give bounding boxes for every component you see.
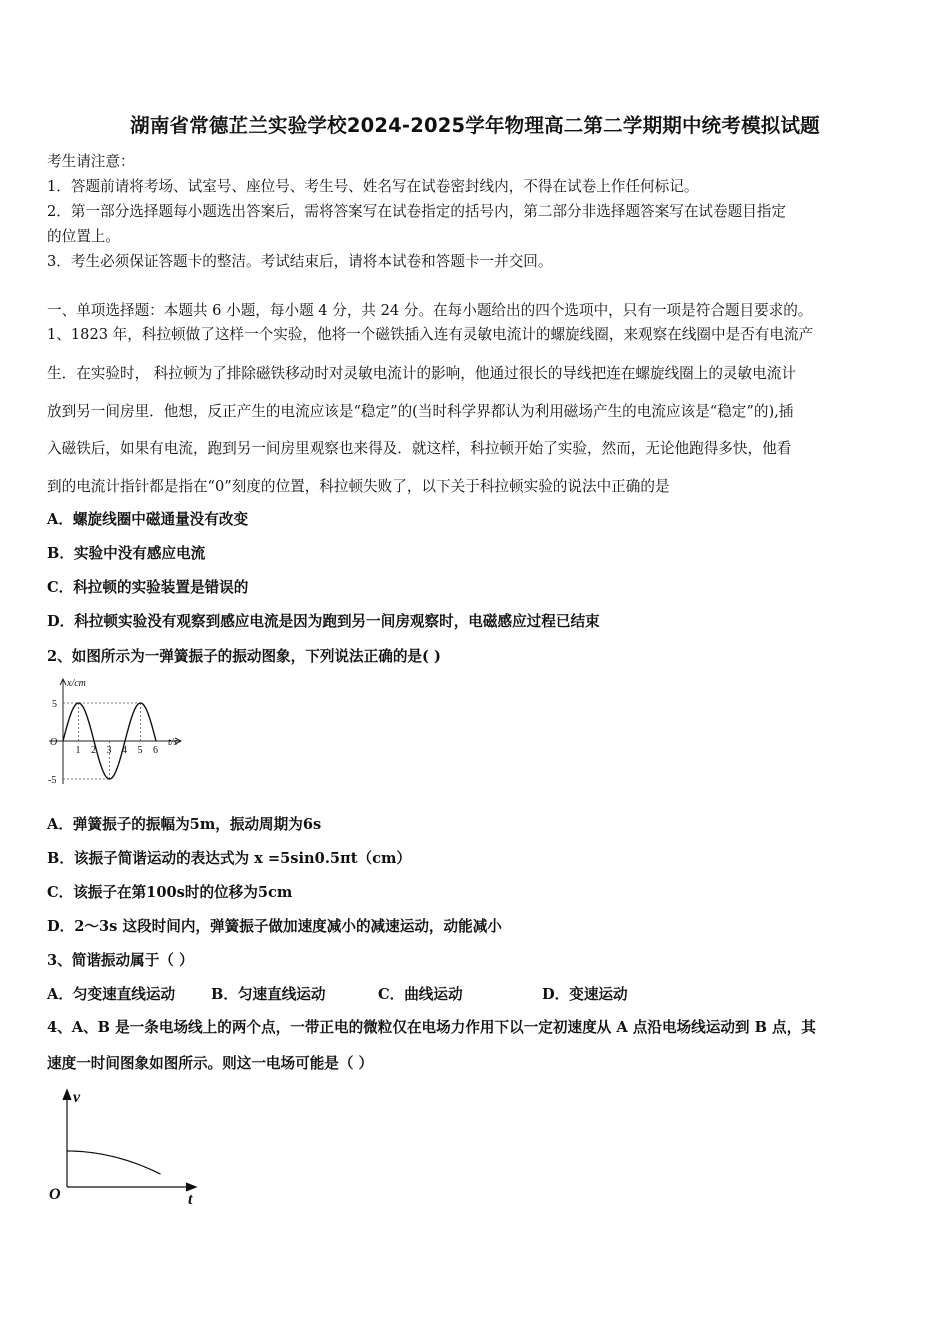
- notice-item: 1．答题前请将考场、试室号、座位号、考生号、姓名写在试卷密封线内，不得在试卷上作任何标记。: [47, 178, 699, 195]
- x-tick-label: 6: [153, 745, 158, 756]
- q1-option-b: B．实验中没有感应电流: [47, 545, 206, 562]
- y-axis-arrow: [63, 1090, 71, 1100]
- x-tick-label: 3: [106, 745, 112, 756]
- x-axis-label: t: [188, 1191, 193, 1208]
- q1-stem-line: 生．在实验时， 科拉顿为了排除磁铁移动时对灵敏电流计的影响，他通过很长的导线把连在螺旋线圈上的灵敏电流计: [47, 365, 796, 382]
- x-tick-label: 2: [91, 745, 96, 756]
- q2-option-d: D．2～3s 这段时间内，弹簧振子做加速度减小的减速运动，动能减小: [47, 918, 502, 935]
- velocity-time-graph: [45, 1085, 205, 1210]
- oscillation-graph: [43, 674, 193, 789]
- notice-item: 的位置上。: [47, 228, 120, 245]
- notice-heading: 考生请注意：: [47, 153, 135, 170]
- q1-option-c: C．科拉顿的实验装置是错误的: [47, 579, 249, 596]
- q1-option-d: D．科拉顿实验没有观察到感应电流是因为跑到另一间房观察时，电磁感应过程已结束: [47, 613, 600, 630]
- y-tick-label: -5: [48, 775, 57, 786]
- x-tick-label: 4: [122, 745, 127, 756]
- q1-stem-line: 到的电流计指针都是指在“0”刻度的位置，科拉顿失败了，以下关于科拉顿实验的说法中正确的是: [47, 478, 670, 495]
- q4-stem-line: 速度一时间图象如图所示。则这一电场可能是（ ）: [47, 1055, 374, 1072]
- q4-stem-line: 4、A、B 是一条电场线上的两个点，一带正电的微粒仅在电场力作用下以一定初速度从 A 点沿电场线运动到 B 点，其: [47, 1019, 816, 1036]
- y-axis-label: v: [73, 1089, 81, 1106]
- origin-label: O: [50, 737, 58, 748]
- section-heading: 一、单项选择题：本题共 6 小题，每小题 4 分，共 24 分。在每小题给出的四个选项中，只有一项是符合题目要求的。: [47, 302, 813, 319]
- q2-stem: 2、如图所示为一弹簧振子的振动图象，下列说法正确的是( ): [47, 648, 441, 665]
- origin-label: O: [49, 1186, 61, 1203]
- x-axis-arrow: [186, 1183, 196, 1191]
- x-tick-label: 5: [137, 745, 143, 756]
- q1-stem-line: 1、1823 年，科拉顿做了这样一个实验，他将一个磁铁插入连有灵敏电流计的螺旋线圈，来观察在线圈中是否有电流产: [47, 326, 814, 343]
- x-axis-label: t/s: [168, 737, 178, 748]
- q3-option-a: A．匀变速直线运动: [47, 986, 176, 1003]
- velocity-curve: [67, 1151, 161, 1174]
- q2-option-b: B．该振子简谐运动的表达式为 x =5sin0.5πt（cm）: [47, 850, 411, 867]
- notice-item: 2．第一部分选择题每小题选出答案后，需将答案写在试卷指定的括号内，第二部分非选择题答案写在试卷题目指定: [47, 203, 786, 220]
- q3-option-b: B．匀速直线运动: [211, 986, 326, 1003]
- page-title: 湖南省常德芷兰实验学校2024-2025学年物理高二第二学期期中统考模拟试题: [130, 114, 820, 137]
- q1-stem-line: 放到另一间房里．他想，反正产生的电流应该是“稳定”的(当时科学界都认为利用磁场产生的电流应该是“稳定”的),插: [47, 403, 794, 420]
- q3-option-c: C．曲线运动: [378, 986, 463, 1003]
- y-tick-label: 5: [52, 699, 57, 710]
- q1-option-a: A．螺旋线圈中磁通量没有改变: [47, 511, 249, 528]
- q1-stem-line: 入磁铁后，如果有电流，跑到另一间房里观察也来得及．就这样，科拉顿开始了实验，然而，无论他跑得多快，他看: [47, 440, 792, 457]
- x-tick-label: 1: [75, 745, 81, 756]
- q2-option-a: A．弹簧振子的振幅为5m，振动周期为6s: [47, 816, 322, 833]
- q3-stem: 3、简谐振动属于（ ）: [47, 952, 194, 969]
- q2-option-c: C．该振子在第100s时的位移为5cm: [47, 884, 293, 901]
- q3-option-d: D．变速运动: [542, 986, 628, 1003]
- notice-item: 3．考生必须保证答题卡的整洁。考试结束后，请将本试卷和答题卡一并交回。: [47, 253, 553, 270]
- y-axis-label: x/cm: [67, 678, 86, 689]
